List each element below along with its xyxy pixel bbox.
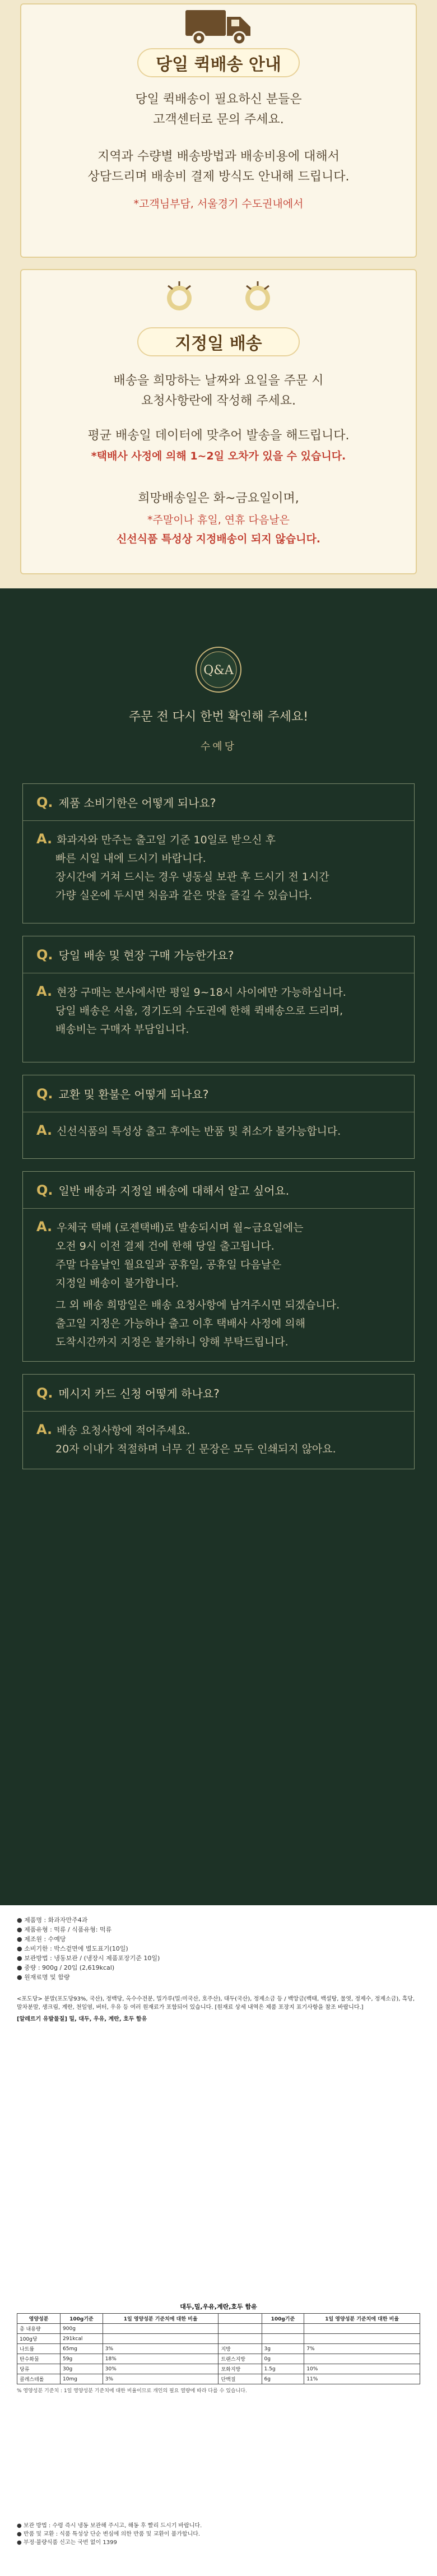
nut-cell [304,2324,420,2334]
answer-line: 화과자와 만주는 출고일 기준 10일로 받으신 후 [57,834,276,846]
answer-line: 당일 배송은 서울, 경기도의 수도권에 한해 퀵배송으로 드리며, [55,1005,343,1017]
a-mark: A. [36,831,53,847]
date-line: 배송을 희망하는 날짜와 요일을 주문 시 [113,374,324,388]
nut-cell [218,2324,262,2334]
nut-cell: 3g [262,2344,304,2354]
nutrition-title: 대두,밀,우유,계란,호두 함유 [180,2303,257,2310]
info-line: ● 제조원 : 수예당 [17,1936,66,1943]
nutrition-header-row [17,2314,420,2324]
date-delivery-text-3 [20,489,417,509]
question-text: 제품 소비기한은 어떻게 되나요? [58,796,216,810]
footer-line: ● 보관 방법 : 수령 즉시 냉동 보관해 주시고, 해동 후 빨리 드시기 바랍니다. [17,2523,202,2529]
q-mark: Q. [36,1085,53,1102]
cloud-ornament-icon [162,279,196,313]
qa-answer [36,830,401,905]
nut-cell: 100g당 [17,2334,61,2344]
quick-delivery-note: *고객님부담, 서울경기 수도권내에서 [133,198,304,210]
date-delivery-note-3: 신선식품 특성상 지정배송이 되지 않습니다. [116,533,321,545]
quick-line: 상담드리며 배송비 결제 방식도 안내해 드립니다. [87,170,350,184]
nut-cell: 지방 [218,2344,262,2354]
q-mark: Q. [36,946,53,963]
qa-question [23,936,414,973]
nut-cell: 총 내용량 [17,2324,61,2334]
answer-line: 빠른 시일 내에 드시기 바랍니다. [55,852,206,865]
a-mark: A. [36,983,53,999]
a-mark: A. [36,1122,53,1138]
svg-text:Q&A: Q&A [203,663,234,677]
nut-cell [304,2334,420,2344]
nut-cell: 포화지방 [218,2364,262,2374]
nutrition-note: % 영양성분 기준치 : 1일 영양성분 기준치에 대한 비율이므로 개인의 필요 열량에 따라 다를 수 있습니다. [17,2388,247,2394]
nutrition-row [17,2374,420,2384]
a-mark: A. [36,1219,53,1234]
nutrition-table [17,2313,420,2384]
nut-header-cell: 100g기준 [262,2314,304,2324]
nut-cell: 당류 [17,2364,61,2374]
nut-cell: 6g [262,2374,304,2384]
nut-cell: 291kcal [61,2334,103,2344]
quick-line: 당일 퀵배송이 필요하신 분들은 [135,92,302,106]
nut-cell: 콜레스테롤 [17,2374,61,2384]
footer-line: ● 반품 및 교환 : 식품 특성상 단순 변심에 의한 반품 및 교환이 불가합니다. [17,2531,201,2537]
quick-line: 고객센터로 문의 주세요. [153,113,284,127]
info-line: ● 제품유형 : 떡류 / 식품유형: 떡류 [17,1926,112,1933]
info-line: ● 보관방법 : 냉동보관 / (냉장시 제품포장기준 10일) [17,1955,160,1962]
answer-line: 현장 구매는 본사에서만 평일 9~18시 사이에만 가능하십니다. [57,986,346,999]
nut-cell: 900g [61,2324,103,2334]
product-footer [17,2522,420,2547]
nut-cell: 65mg [61,2344,103,2354]
nut-cell: 10% [304,2364,420,2374]
qa-question [23,1172,414,1209]
date-line: 평균 배송일 데이터에 맞추어 발송을 해드립니다. [87,429,350,443]
date-delivery-title: 지정일 배송 [137,327,300,356]
qa-emblem-icon [190,642,247,698]
answer-line: 배송 요청사항에 적어주세요. [57,1424,190,1437]
qa-item [22,1171,415,1362]
qa-question [23,784,414,821]
info-line: ● 중량 : 900g / 20입 (2,619kcal) [17,1964,115,1971]
q-mark: Q. [36,1385,53,1401]
nut-cell: 3% [103,2374,218,2384]
qa-title: 주문 전 다시 한번 확인해 주세요! [128,710,309,724]
nut-cell: 탄수화물 [17,2354,61,2364]
info-line: ● 소비기한 : 박스겉면에 별도표기(10일) [17,1945,128,1952]
answer-line: 신선식품의 특성상 출고 후에는 반품 및 취소가 불가능합니다. [57,1125,341,1138]
question-text: 당일 배송 및 현장 구매 가능한가요? [58,949,234,962]
nut-cell [103,2334,218,2344]
nut-cell: 59g [61,2354,103,2364]
question-text: 메시지 카드 신청 어떻게 하나요? [58,1387,220,1400]
nutrition-row [17,2344,420,2354]
date-delivery-text [20,371,417,411]
nut-cell: 18% [103,2354,218,2364]
info-line: ● 원재료명 및 함량 [17,1974,70,1981]
answer-line: 장시간에 거쳐 드시는 경우 냉동실 보관 후 드시기 전 1시간 [55,871,329,883]
q-mark: Q. [36,794,53,810]
nut-cell: 7% [304,2344,420,2354]
nutrition-row [17,2354,420,2364]
qa-item [22,783,415,923]
nutrition-row [17,2334,420,2344]
answer-line: 지정일 배송이 불가합니다. [55,1277,179,1289]
allergen-line: [알레르기 유발물질] 밀, 대두, 우유, 계란, 호두 함유 [17,2016,147,2022]
ingredients-paragraph: <포도당> 분말(포도당93%, 국산), 정백당, 옥수수전분, 밀가루(밀:미국산, 호주산), 대두(국산), 정제소금 등 / 백앙금(백태, 백설탕, 물엿, 정제수, 정제소금), 흑당, 말차분말, 생크림, 계란, 천일염, 버터, 우유 등 여러 원재료가 포함되어 있습니다. [원재료 상세 내역은 제품 포장지 표기사항을 참조 바랍니다.] [17,1996,415,2011]
qa-answer [36,1421,401,1459]
qa-item [22,1374,415,1469]
date-delivery-note-2: *주말이나 휴일, 연휴 다음날은 [147,514,290,526]
qa-answer [36,1121,401,1141]
quick-delivery-text [20,90,417,130]
nut-header-cell [218,2314,262,2324]
ingredients-text [17,1995,420,2023]
nut-header-cell: 1일 영양성분 기준치에 대한 비율 [103,2314,218,2324]
nut-cell: 30% [103,2364,218,2374]
nut-cell [262,2324,304,2334]
nut-cell [304,2354,420,2364]
answer-line: 가량 실온에 두시면 처음과 같은 맛을 즐길 수 있습니다. [55,889,313,902]
answer-line: 출고일 지정은 가능하나 출고 이후 택배사 사정에 의해 [55,1317,306,1330]
qa-question [23,1375,414,1412]
quick-line: 지역과 수량별 배송방법과 배송비용에 대해서 [97,150,340,164]
question-text: 일반 배송과 지정일 배송에 대해서 알고 싶어요. [58,1184,290,1198]
info-line: ● 제품명 : 화과자만주4과 [17,1916,88,1924]
nut-cell: 트랜스지방 [218,2354,262,2364]
nutrition-table-wrap [17,2302,420,2537]
nut-cell: 3% [103,2344,218,2354]
nut-header-cell: 100g기준 [61,2314,103,2324]
answer-line: 20자 이내가 적절하며 너무 긴 문장은 모두 인쇄되지 않아요. [55,1443,336,1455]
date-line: 요청사항란에 작성해 주세요. [141,394,296,408]
answer-line: 우체국 택배 (로젠택배)로 발송되시며 월~금요일에는 [57,1222,304,1234]
nutrition-row [17,2364,420,2374]
answer-line: 그 외 배송 희망일은 배송 요청사항에 남겨주시면 되겠습니다. [55,1299,340,1311]
qa-answer [36,1218,401,1352]
nut-cell: 10mg [61,2374,103,2384]
quick-delivery-text-2 [20,147,417,187]
date-line: 희망배송일은 화~금요일이며, [138,491,299,505]
nut-cell: 1.5g [262,2364,304,2374]
qa-question [23,1075,414,1112]
brand-name: 수예당 [200,741,237,753]
nut-cell: 단백질 [218,2374,262,2384]
nut-cell: 30g [61,2364,103,2374]
footer-line: ● 부정·불량식품 신고는 국번 없이 1399 [17,2540,117,2546]
nut-cell [262,2334,304,2344]
answer-line: 오전 9시 이전 결제 건에 한해 당일 출고됩니다. [55,1240,275,1252]
date-delivery-note: *택배사 사정에 의해 1~2일 오차가 있을 수 있습니다. [91,450,346,462]
date-delivery-text-2 [20,426,417,446]
nut-cell [103,2324,218,2334]
qa-item [22,936,415,1062]
qa-item [22,1075,415,1159]
product-info-head [17,1915,420,1982]
q-mark: Q. [36,1182,53,1198]
answer-line: 주말 다음날인 월요일과 공휴일, 공휴일 다음날은 [55,1259,282,1271]
nut-header-cell: 영양성분 [17,2314,61,2324]
question-text: 교환 및 환불은 어떻게 되나요? [58,1088,209,1101]
truck-icon [0,4,437,49]
nut-cell: 11% [304,2374,420,2384]
answer-line: 배송비는 구매자 부담입니다. [55,1023,189,1036]
nut-cell: 0g [262,2354,304,2364]
nut-header-cell: 1일 영양성분 기준치에 대한 비율 [304,2314,420,2324]
answer-line: 도착시간까지 지정은 불가하니 양해 부탁드립니다. [55,1336,289,1348]
quick-delivery-title: 당일 퀵배송 안내 [137,48,300,77]
cloud-ornament-icon [241,279,275,313]
a-mark: A. [36,1422,53,1437]
nut-cell [218,2334,262,2344]
qa-answer [36,982,401,1039]
nut-cell: 나트륨 [17,2344,61,2354]
nutrition-row [17,2324,420,2334]
